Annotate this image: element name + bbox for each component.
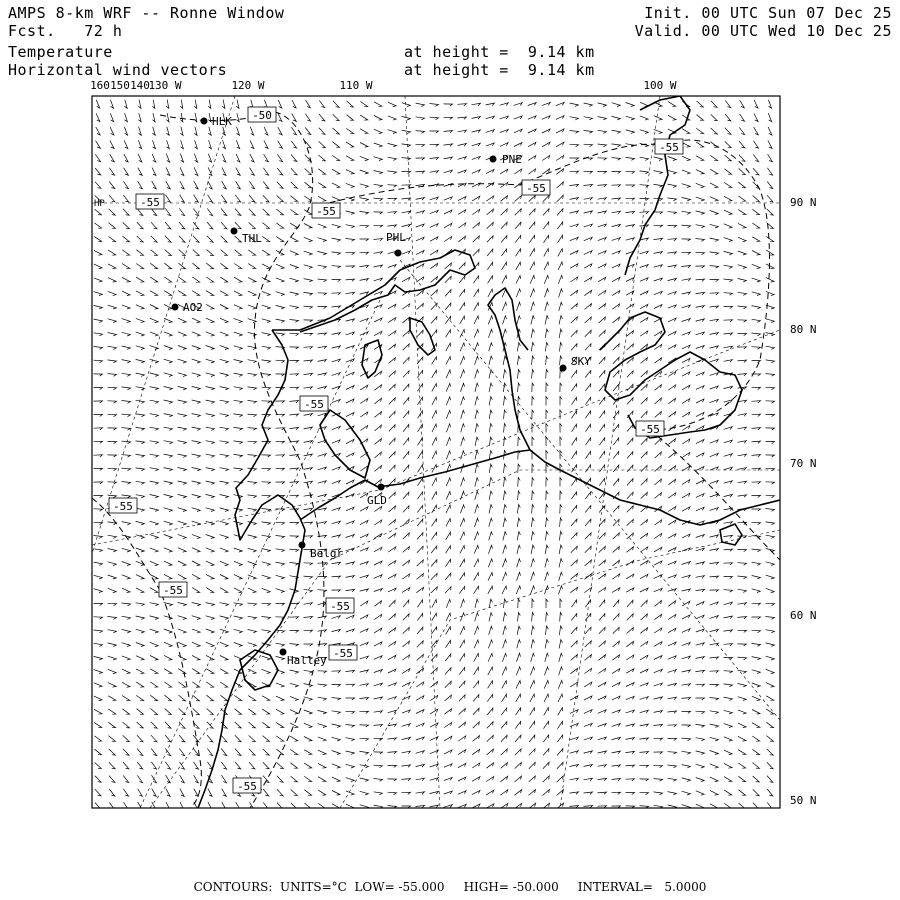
longitude-label: 140 bbox=[130, 79, 150, 92]
contour-legend: CONTOURS: UNITS=°C LOW= -55.000 HIGH= -50.000 INTERVAL= 5.0000 bbox=[193, 880, 707, 894]
wind-vectors bbox=[94, 100, 775, 810]
contour-label-group bbox=[109, 107, 683, 793]
contour-label-text: -55 bbox=[659, 141, 679, 154]
contour-label bbox=[329, 645, 357, 660]
longitude-label: 120 W bbox=[231, 79, 265, 92]
station-label: SKY bbox=[571, 355, 591, 368]
station-label: GLD bbox=[367, 494, 387, 507]
grid-line-60n bbox=[340, 530, 780, 808]
latitude-label: 60 N bbox=[790, 609, 817, 622]
station-marker bbox=[490, 156, 497, 163]
station-marker bbox=[299, 542, 306, 549]
station-marker bbox=[172, 304, 179, 311]
height-wind: at height = 9.14 km bbox=[404, 61, 595, 79]
left-edge-label: HP bbox=[94, 199, 105, 209]
contour-label-text: -55 bbox=[237, 780, 257, 793]
latitude-label-group bbox=[94, 196, 817, 807]
station-label: PNE bbox=[502, 153, 522, 166]
contour-label bbox=[326, 598, 354, 613]
island-3 bbox=[410, 318, 435, 355]
contour-label bbox=[248, 107, 276, 122]
island-1 bbox=[320, 410, 370, 478]
coast-ross-front bbox=[272, 250, 475, 332]
station-label: Halley bbox=[287, 654, 327, 667]
latitude-label: 90 N bbox=[790, 196, 817, 209]
longitude-label: 160 bbox=[90, 79, 110, 92]
station-ao2 bbox=[172, 301, 203, 314]
latitude-label: 80 N bbox=[790, 323, 817, 336]
grid-line-diag1 bbox=[400, 260, 780, 720]
height-temperature: at height = 9.14 km bbox=[404, 43, 595, 61]
longitude-label: 110 W bbox=[339, 79, 373, 92]
contour-label bbox=[522, 180, 550, 195]
station-marker bbox=[378, 484, 385, 491]
contour-label-text: -55 bbox=[113, 500, 133, 513]
station-label: Belgr bbox=[310, 547, 344, 560]
station-hlk bbox=[201, 115, 233, 128]
fcst-value: 72 h bbox=[84, 22, 123, 40]
station-pne bbox=[490, 153, 522, 166]
contour-label bbox=[233, 778, 261, 793]
field-temperature: Temperature bbox=[8, 43, 113, 61]
contour-minus55-east bbox=[650, 140, 769, 430]
station-phl bbox=[386, 231, 406, 257]
contour-label-text: -55 bbox=[640, 423, 660, 436]
grid-line-120w bbox=[90, 96, 235, 560]
graticule bbox=[90, 96, 780, 808]
init-time: Init. 00 UTC Sun 07 Dec 25 bbox=[644, 4, 892, 22]
island-5 bbox=[720, 524, 742, 545]
coast-east bbox=[530, 450, 780, 525]
wind-vector-field bbox=[94, 100, 775, 810]
latitude-label: 50 N bbox=[790, 794, 817, 807]
grid-line-diag2 bbox=[140, 300, 380, 808]
contour-label-text: -55 bbox=[333, 647, 353, 660]
station-sky bbox=[560, 355, 592, 372]
contour-label bbox=[109, 498, 137, 513]
contour-label-text: -55 bbox=[526, 182, 546, 195]
contour-label-text: -55 bbox=[316, 205, 336, 218]
latitude-label: 70 N bbox=[790, 457, 817, 470]
coast-northeast bbox=[625, 96, 690, 275]
station-marker bbox=[395, 250, 402, 257]
contour-label-text: -55 bbox=[304, 398, 324, 411]
contour-label-text: -55 bbox=[330, 600, 350, 613]
field-wind: Horizontal wind vectors bbox=[8, 61, 228, 79]
contour-label bbox=[136, 194, 164, 209]
island-2 bbox=[362, 340, 382, 378]
valid-time: Valid. 00 UTC Wed 10 Dec 25 bbox=[634, 22, 892, 40]
contour-label bbox=[159, 582, 187, 597]
station-label: THL bbox=[242, 232, 262, 245]
station-belgr bbox=[299, 542, 344, 561]
station-label: AO2 bbox=[183, 301, 203, 314]
island-4 bbox=[240, 650, 278, 690]
longitude-label: 130 W bbox=[148, 79, 182, 92]
station-marker bbox=[231, 228, 238, 235]
station-label: PHL bbox=[386, 231, 406, 244]
contour-label-text: -50 bbox=[252, 109, 272, 122]
contour-label bbox=[636, 421, 664, 436]
contour-label-text: -55 bbox=[163, 584, 183, 597]
longitude-label: 100 W bbox=[643, 79, 677, 92]
station-marker bbox=[201, 118, 208, 125]
station-halley bbox=[280, 649, 328, 668]
contour-label bbox=[312, 203, 340, 218]
fcst-label: Fcst. bbox=[8, 22, 56, 40]
contour-minus55-southwest bbox=[92, 498, 201, 808]
coast-inlet bbox=[488, 288, 530, 450]
station-group bbox=[172, 115, 592, 667]
station-marker bbox=[280, 649, 287, 656]
contour-label bbox=[300, 396, 328, 411]
temperature-contours bbox=[92, 112, 780, 808]
longitude-label-group bbox=[90, 79, 677, 92]
contour-label-text: -55 bbox=[140, 196, 160, 209]
contour-minus55-north bbox=[320, 144, 665, 205]
contour-label bbox=[655, 139, 683, 154]
station-marker bbox=[560, 365, 567, 372]
station-label: HLK bbox=[212, 115, 232, 128]
longitude-label: 150 bbox=[110, 79, 130, 92]
map-title: AMPS 8-km WRF -- Ronne Window bbox=[8, 4, 285, 22]
